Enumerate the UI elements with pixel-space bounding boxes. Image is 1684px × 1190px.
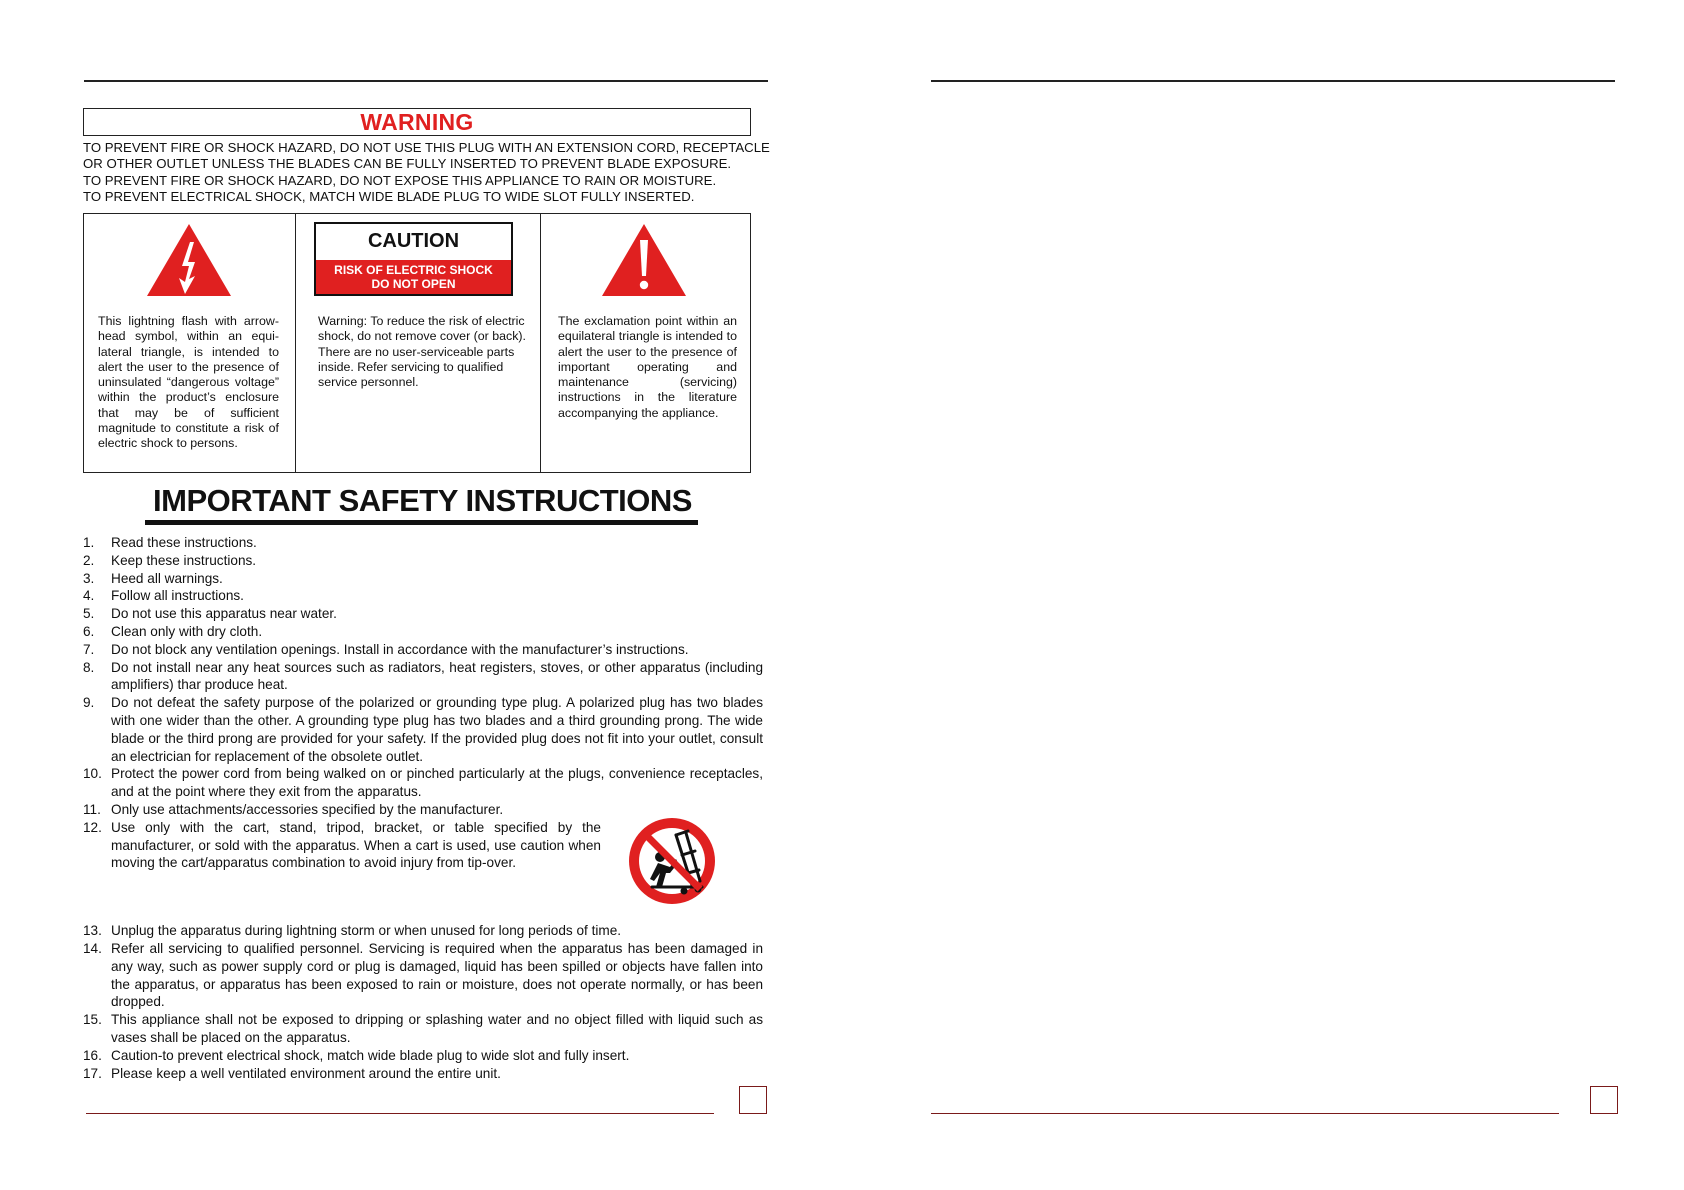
list-item — [83, 922, 763, 940]
item-number: 17. — [83, 1065, 102, 1081]
caution-column — [296, 214, 541, 472]
list-item — [83, 605, 763, 623]
item-text: Do not install near any heat sources such as radiators, heat registers, stoves, or other apparatus (including amplifiers) thar produce heat. — [111, 659, 763, 693]
safety-symbols-table — [83, 213, 751, 473]
item-number: 3. — [83, 570, 95, 586]
item-text: Protect the power cord from being walked on or pinched particularly at the plugs, convenience receptacles, and at the point where they exit from the apparatus. — [111, 766, 763, 800]
caution-description: Warning: To reduce the risk of electric shock, do not remove cover (or back). There are no user-serviceable parts inside. Refer servicing to qualified service personnel. — [318, 314, 526, 390]
right-page-top-rule — [931, 80, 1615, 82]
lightning-description: This lightning flash with arrow-head symbol, within an equi-lateral triangle, is intended to alert the user to the presence of uninsulated “dangerous voltage” within the product’s enclosure that may be of sufficient magnitude to constitute a risk of electric shock to persons. — [98, 314, 279, 451]
list-item — [83, 765, 763, 801]
item-text: Follow all instructions. — [111, 588, 244, 604]
item-number: 7. — [83, 641, 95, 657]
item-text: Clean only with dry cloth. — [111, 623, 263, 639]
list-item — [83, 623, 763, 641]
item-text: Caution-to prevent electrical shock, match wide blade plug to wide slot and fully insert. — [111, 1047, 630, 1063]
list-item — [83, 659, 763, 695]
warning-title: WARNING — [360, 109, 474, 135]
right-page-bottom-rule — [931, 1113, 1559, 1114]
item-text: Do not block any ventilation openings. Install in accordance with the manufacturer’s instructions. — [111, 641, 689, 657]
list-item — [83, 570, 763, 588]
item-text: Unplug the apparatus during lightning storm or when unused for long periods of time. — [111, 923, 622, 939]
item-text: Read these instructions. — [111, 535, 257, 550]
warning-text-block — [83, 140, 773, 205]
item-text: Refer all servicing to qualified personnel. Servicing is required when the apparatus has been damaged in any way, such as power supply cord or plug is damaged, liquid has been spilled or objects have fallen into the apparatus, or apparatus has been exposed to rain or moisture, does not operate normally, or has been dropped. — [111, 940, 763, 1010]
caution-title: CAUTION — [367, 230, 460, 252]
item-text: Only use attachments/accessories specified by the manufacturer. — [111, 801, 504, 817]
safety-instructions-list — [83, 534, 763, 1082]
item-number: 9. — [83, 695, 95, 711]
item-number: 1. — [83, 535, 95, 550]
caution-line: RISK OF ELECTRIC SHOCK — [334, 263, 493, 277]
exclamation-description: The exclamation point within an equilateral triangle is intended to alert the user to the presence of important operating and maintenance (servicing) instructions in the literature accompanying the appliance. — [558, 314, 737, 420]
list-item — [83, 940, 763, 1011]
safety-instructions-title: IMPORTANT SAFETY INSTRUCTIONS — [153, 483, 692, 518]
warning-line: TO PREVENT FIRE OR SHOCK HAZARD, DO NOT USE THIS PLUG WITH AN EXTENSION CORD, RECEPTACLE — [83, 140, 770, 155]
item-text: This appliance shall not be exposed to dripping or splashing water and no object filled with liquid such as vases shall be placed on the apparatus. — [111, 1012, 763, 1045]
item-text: Keep these instructions. — [111, 552, 257, 568]
warning-line: OR OTHER OUTLET UNLESS THE BLADES CAN BE FULLY INSERTED TO PREVENT BLADE EXPOSURE. — [83, 156, 732, 172]
left-page-top-rule — [84, 80, 768, 82]
item-text: Please keep a well ventilated environment around the entire unit. — [111, 1065, 501, 1081]
item-number: 6. — [83, 623, 95, 639]
list-item — [83, 641, 763, 659]
list-item — [83, 1011, 763, 1047]
item-number: 8. — [83, 659, 95, 675]
left-page-number-box — [739, 1086, 767, 1114]
list-item — [83, 552, 763, 570]
left-page-bottom-rule — [86, 1113, 714, 1114]
exclamation-warning-icon — [600, 222, 688, 298]
item-text: Do not defeat the safety purpose of the polarized or grounding type plug. A polarized plug has two blades with one wider than the other. A grounding type plug has two blades and a third grounding prong. The wide blade or the third prong are provided for your safety. If the provided plug does not fit into your outlet, consult an electrician for replacement of the obsolete outlet. — [111, 695, 763, 764]
item-number: 2. — [83, 552, 95, 568]
list-item — [83, 587, 763, 605]
cart-tip-over-warning-icon — [626, 815, 718, 907]
caution-line: DO NOT OPEN — [371, 277, 456, 291]
lightning-column — [84, 214, 296, 472]
caution-red-band — [316, 260, 511, 294]
item-text: Do not use this apparatus near water. — [111, 606, 337, 622]
lightning-warning-icon — [145, 222, 233, 298]
list-item — [83, 1065, 763, 1083]
item-number: 10. — [83, 766, 102, 782]
item-number: 14. — [83, 940, 102, 956]
item-text: Heed all warnings. — [111, 570, 223, 586]
item-number: 13. — [83, 923, 102, 939]
list-item — [83, 1047, 763, 1065]
right-page-number-box — [1590, 1086, 1618, 1114]
item-number: 15. — [83, 1012, 102, 1028]
item-number: 5. — [83, 606, 95, 622]
exclamation-column — [541, 214, 750, 472]
warning-line: TO PREVENT FIRE OR SHOCK HAZARD, DO NOT EXPOSE THIS APPLIANCE TO RAIN OR MOISTURE. — [83, 172, 717, 188]
warning-header-box — [83, 108, 751, 136]
item-text: Use only with the cart, stand, tripod, bracket, or table specified by the manufacturer, or sold with the apparatus. When a cart is used, use caution when moving the cart/apparatus combination to avoid injury from tip-over. — [111, 819, 601, 871]
list-item — [83, 694, 763, 765]
warning-line: TO PREVENT ELECTRICAL SHOCK, MATCH WIDE BLADE PLUG TO WIDE SLOT FULLY INSERTED. — [83, 188, 695, 204]
title-underline — [145, 520, 698, 525]
item-number: 11. — [83, 801, 101, 817]
caution-label — [314, 222, 513, 296]
item-number: 4. — [83, 588, 95, 604]
list-item — [83, 534, 763, 552]
item-number: 12. — [83, 819, 102, 835]
item-number: 16. — [83, 1047, 102, 1063]
